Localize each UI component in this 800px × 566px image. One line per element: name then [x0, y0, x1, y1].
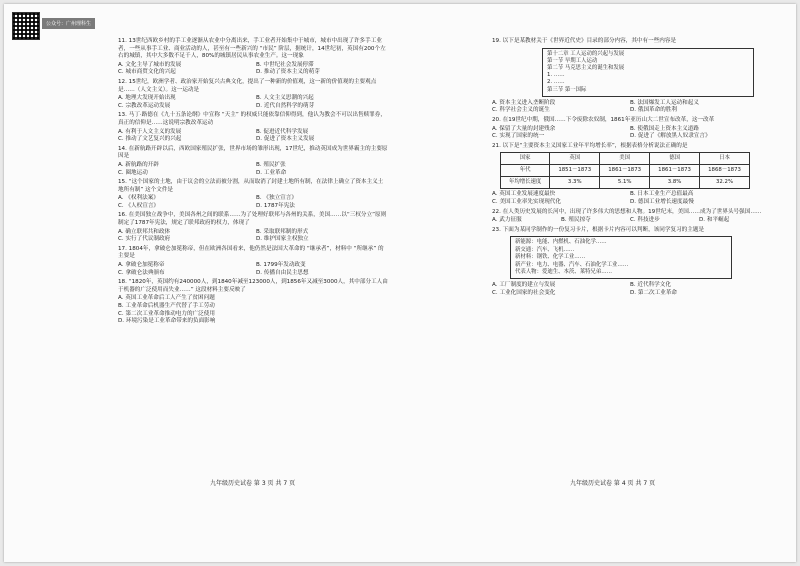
- answer-option: C. 宗教改革运动发展: [118, 102, 171, 109]
- answer-option: C. 科技进步: [630, 217, 660, 224]
- answer-options: [118, 295, 388, 325]
- box-line: 1. ……: [547, 72, 565, 79]
- answer-option: D. 第二次工业革命: [630, 289, 678, 296]
- table-cell: 英国: [550, 153, 600, 165]
- question-stem: 15. “这个国家的土地，由于议会的立法而被分割，从而取消了封建土地所有制，在法律上确立了资本主义土地所有制” 这个文件是: [118, 179, 384, 193]
- answer-option: D. 工业革命: [256, 169, 287, 176]
- table-cell: 5.1%: [600, 177, 650, 189]
- answer-option: A. 拿破仑加冕称帝: [118, 262, 165, 269]
- box-line: 新产业：电力、电器、汽车、石油化学工业……: [515, 261, 629, 268]
- answer-options: [118, 262, 388, 277]
- answer-option: A. 地理大发现开始出现: [118, 95, 176, 102]
- answer-option: A. 保留了大量的封建残余: [492, 125, 556, 132]
- box-line: 新能源：电能、内燃机、石油化学……: [515, 239, 607, 246]
- answer-option: B. 殖民掠夺: [561, 217, 591, 224]
- answer-option: D. 和平崛起: [699, 217, 730, 224]
- answer-options: [492, 100, 762, 115]
- answer-options: [492, 217, 762, 225]
- growth-table: [500, 152, 750, 189]
- table-row: [501, 153, 750, 165]
- qr-code: [12, 12, 40, 40]
- answer-option: A. 工厂制度的建立与发展: [492, 282, 556, 289]
- answer-option: D. 传播自由民主思想: [256, 269, 309, 276]
- answer-options: [492, 126, 762, 141]
- table-cell: 1851－1873: [550, 165, 600, 177]
- answer-option: C. 拿破仑法典颁布: [118, 269, 165, 276]
- table-cell: 3.8%: [650, 177, 700, 189]
- page-footer-left: 九年级历史试卷 第 3 页 共 7 页: [210, 480, 296, 487]
- table-cell: 1868－1873: [700, 165, 750, 177]
- answer-option: C. 科学社会主义的诞生: [492, 107, 550, 114]
- question-stem: 19. 以下是某教材关于《世界近代史》目录的部分内容，其中有一些内容是: [492, 38, 677, 44]
- question-stem: 12. 15世纪，欧洲学者、政治家开始复兴古典文化，提出了一种新的价值观，这一新的价值观的主要观点是……（人文主义）。这一运动是: [118, 78, 377, 93]
- answer-option: A. 武力征服: [492, 217, 522, 224]
- answer-option: C. 实现了国家的统一: [492, 133, 545, 140]
- answer-option: C. 圈地运动: [118, 169, 148, 176]
- answer-option: B. 殖民扩张: [256, 161, 286, 168]
- table-cell: 德国: [650, 153, 700, 165]
- answer-option: C. 美国工业率先实现现代化: [492, 198, 561, 205]
- answer-option: A. 英国工业革命后工人产生了贫困问题: [118, 295, 215, 302]
- answer-option: D. 俄国革命的胜利: [630, 107, 678, 114]
- review-card: [510, 236, 732, 279]
- answer-option: D. 德国工业增长速度最慢: [630, 198, 694, 205]
- contents-box: [542, 48, 754, 97]
- left-column: [118, 38, 388, 328]
- answer-option: B. 《独立宣言》: [256, 195, 297, 202]
- box-line: 第三节 第一国际: [547, 86, 587, 93]
- question-stem: 13. 马丁·路德在《九十五条论纲》中宣称 “天主” 的权威只能依靠信仰得到，他认为教会不可以出售赎罪券，真正的信仰是……这说明宗教改革运动: [118, 112, 386, 126]
- table-cell: 年均增长速度: [501, 177, 550, 189]
- question-stem: 20. 在19世纪中期，俄国……下令废除农奴制，1861年亚历山大二世宣布改革，这一改革: [492, 117, 715, 123]
- answer-option: B. 工业革命后机器生产代替了手工劳动: [118, 303, 215, 309]
- table-cell: 日本: [700, 153, 750, 165]
- answer-option: A. 确立联邦共和政体: [118, 228, 171, 235]
- answer-option: A. 《权利法案》: [118, 195, 159, 202]
- answer-option: D. 推动了资本主义的萌芽: [256, 69, 320, 76]
- question-stem: 23. 下面为某同学制作的一份复习卡片，根据卡片内容可以判断，该同学复习的主题是: [492, 226, 705, 233]
- answer-option: C. 工业化国家的社会变化: [492, 289, 556, 296]
- table-row: [501, 165, 750, 177]
- question-stem: 22. 在人类历史发展的长河中，出现了许多伟大的思想和人物。19世纪末，美国……成为了世界头号强国……: [492, 208, 762, 215]
- answer-option: D. 促进了资本主义发展: [256, 136, 315, 143]
- answer-options: [492, 282, 762, 297]
- table-cell: 32.2%: [700, 177, 750, 189]
- answer-options: [118, 95, 388, 110]
- answer-option: B. 法国爆发工人运动和起义: [630, 99, 699, 106]
- question-stem: 21. 以下是“主要资本主义国家工业年平均增长率”，根据表格分析说法正确的是: [492, 142, 688, 149]
- answer-option: D. 促进了《解放黑人奴隶宣言》: [630, 133, 711, 140]
- answer-options: [118, 129, 388, 144]
- answer-options: [118, 229, 388, 244]
- answer-option: C. 推动了文艺复兴的兴起: [118, 136, 182, 143]
- answer-option: A. 文化主导了城市的发展: [118, 61, 182, 68]
- answer-option: B. 1799年发动政变: [256, 262, 306, 269]
- answer-options: [118, 195, 388, 210]
- answer-option: B. 采取联邦制的形式: [256, 228, 309, 235]
- question-stem: 17. 1804年，拿破仑加冕称帝，但在欧洲各国看来，他仍然是法国大革命的 “继承者”，材料中 “所继承” 的主要是: [118, 245, 384, 260]
- answer-option: B. 中世纪社会发展停滞: [256, 61, 314, 68]
- question-stem: 16. 在美国独立战争中，美国各州之间的联系……为了处理好联邦与各州的关系，美国……以“三权分立”原则制定了1787年宪法，规定了联邦政府的权力，体现了: [118, 212, 387, 227]
- box-line: 第一节 早期工人运动: [547, 57, 598, 64]
- right-column: [492, 38, 762, 300]
- answer-option: B. 近代科学文化: [630, 282, 671, 289]
- answer-option: A. 英国工业发展速度最快: [492, 191, 556, 198]
- question-stem: 18. “1820年，英国约有240000人，到1840年减至123000人，到1856年又减至3000人，其中部分工人由于机器的广泛使用而失业……” 这段材料主要反映了: [118, 279, 388, 293]
- question-stem: 11. 13世纪西欧乡村的手工业逐渐从农业中分离出来，手工业者开始集中于城市，城市中出现了许多手工业者，一些从事手工业、商业活动的人，甚至有一些新兴的 “市民” 阶层，据统计，14世纪初，英国有200个左右的城镇，其中大多数不足千人，80%的城镇居民从事农业生产。这一现象: [118, 38, 386, 60]
- answer-option: D. 近代自然科学的萌芽: [256, 102, 315, 109]
- box-line: 代表人物：爱迪生、本茨、莱特兄弟……: [515, 268, 613, 275]
- answer-option: C. 《人权宣言》: [118, 202, 160, 209]
- box-line: 第二节 马克思主义的诞生和发展: [547, 65, 625, 71]
- page-footer-right: 九年级历史试卷 第 4 页 共 7 页: [570, 480, 656, 487]
- answer-option: A. 新航路的开辟: [118, 161, 159, 168]
- box-line: 新材料：钢铁、化学工业……: [515, 254, 586, 261]
- answer-option: A. 资本主义进入垄断阶段: [492, 99, 556, 106]
- table-cell: 1861－1873: [650, 165, 700, 177]
- answer-option: B. 促进近代科学发展: [256, 128, 309, 135]
- question-stem: 14. 在新航路开辟以后，西欧国家殖民扩张，世界市场的雏形出现，17世纪，推动英国成为世界霸主的主要原因是: [118, 145, 388, 160]
- answer-option: B. 使俄国走上资本主义道路: [630, 125, 699, 132]
- table-cell: 1861－1873: [600, 165, 650, 177]
- answer-option: B. 人文主义思潮的兴起: [256, 95, 314, 102]
- box-line: 新交通：汽车、飞机……: [515, 246, 575, 253]
- wechat-tag: 公众号：广州理科生: [42, 18, 95, 29]
- table-cell: 3.3%: [550, 177, 600, 189]
- table-cell: 美国: [600, 153, 650, 165]
- answer-option: D. 环境污染是工业革命带来的负面影响: [118, 318, 216, 325]
- answer-options: [118, 62, 388, 77]
- box-line: 第十二章 工人运动的兴起与发展: [547, 50, 625, 57]
- answer-option: A. 有利于人文主义的发展: [118, 128, 182, 135]
- answer-option: C. 城市商贸文化的兴起: [118, 69, 176, 76]
- table-cell: 国家: [501, 153, 550, 165]
- answer-options: [492, 191, 762, 206]
- answer-option: D. 1787年宪法: [256, 202, 295, 209]
- answer-option: B. 日本工业生产总值最高: [630, 191, 694, 198]
- answer-option: C. 第二次工业革命推动电力的广泛使用: [118, 310, 215, 317]
- exam-sheet: [4, 4, 796, 562]
- box-line: 2. ……: [547, 79, 565, 86]
- table-row: [501, 177, 750, 189]
- answer-options: [118, 162, 388, 177]
- answer-option: C. 实行了代议制政府: [118, 236, 171, 243]
- table-cell: 年代: [501, 165, 550, 177]
- answer-option: D. 维护国家主权独立: [256, 236, 309, 243]
